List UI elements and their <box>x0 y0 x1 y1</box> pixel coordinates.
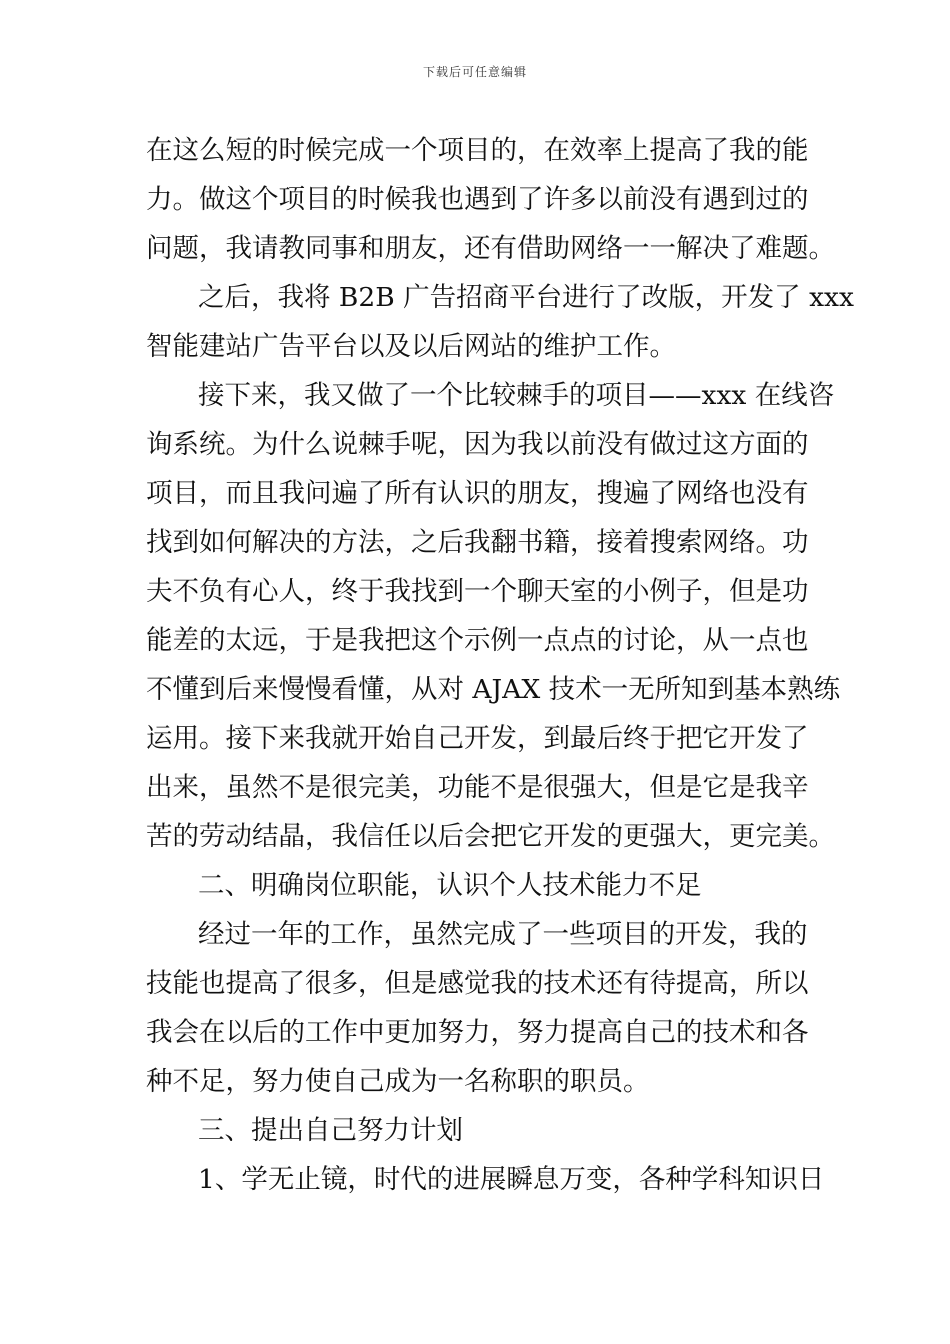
text-line: 找到如何解决的方法，之后我翻书籍，接着搜索网络。功 <box>146 527 809 558</box>
text-line: 出来，虽然不是很完美，功能不是很强大，但是它是我辛 <box>146 772 809 803</box>
text-line: 种不足，努力使自己成为一名称职的职员。 <box>146 1066 650 1097</box>
text-line: 能差的太远，于是我把这个示例一点点的讨论，从一点也 <box>146 625 809 656</box>
document-body <box>146 126 854 1204</box>
text-line: 项目，而且我问遍了所有认识的朋友，搜遍了网络也没有 <box>146 478 809 509</box>
text-line: 经过一年的工作，虽然完成了一些项目的开发，我的 <box>198 919 808 950</box>
text-line: 力。做这个项目的时候我也遇到了许多以前没有遇到过的 <box>146 184 809 215</box>
text-line: 询系统。为什么说棘手呢，因为我以前没有做过这方面的 <box>146 429 809 460</box>
text-line: 在这么短的时候完成一个项目的，在效率上提高了我的能 <box>146 135 809 166</box>
page-header-note: 下载后可任意编辑 <box>422 65 527 79</box>
text-line: 技能也提高了很多，但是感觉我的技术还有待提高，所以 <box>146 968 809 999</box>
text-line: 智能建站广告平台以及以后网站的维护工作。 <box>146 331 676 362</box>
text-line: 夫不负有心人，终于我找到一个聊天室的小例子，但是功 <box>146 576 809 607</box>
text-line: 我会在以后的工作中更加努力，努力提高自己的技术和各 <box>146 1017 809 1048</box>
text-line: 接下来，我又做了一个比较棘手的项目——xxx 在线咨 <box>198 380 835 411</box>
text-line: 之后，我将 B2B 广告招商平台进行了改版，开发了 xxx <box>198 282 854 313</box>
section-heading: 二、明确岗位职能，认识个人技术能力不足 <box>198 870 702 901</box>
text-line: 运用。接下来我就开始自己开发，到最后终于把它开发了 <box>146 723 809 754</box>
text-line: 苦的劳动结晶，我信任以后会把它开发的更强大，更完美。 <box>146 821 835 852</box>
section-heading: 三、提出自己努力计划 <box>198 1115 463 1146</box>
text-line: 不懂到后来慢慢看懂，从对 AJAX 技术一无所知到基本熟练 <box>146 674 841 705</box>
text-line: 问题，我请教同事和朋友，还有借助网络一一解决了难题。 <box>146 233 835 264</box>
text-line: 1、学无止镜，时代的进展瞬息万变，各种学科知识日 <box>198 1164 825 1195</box>
